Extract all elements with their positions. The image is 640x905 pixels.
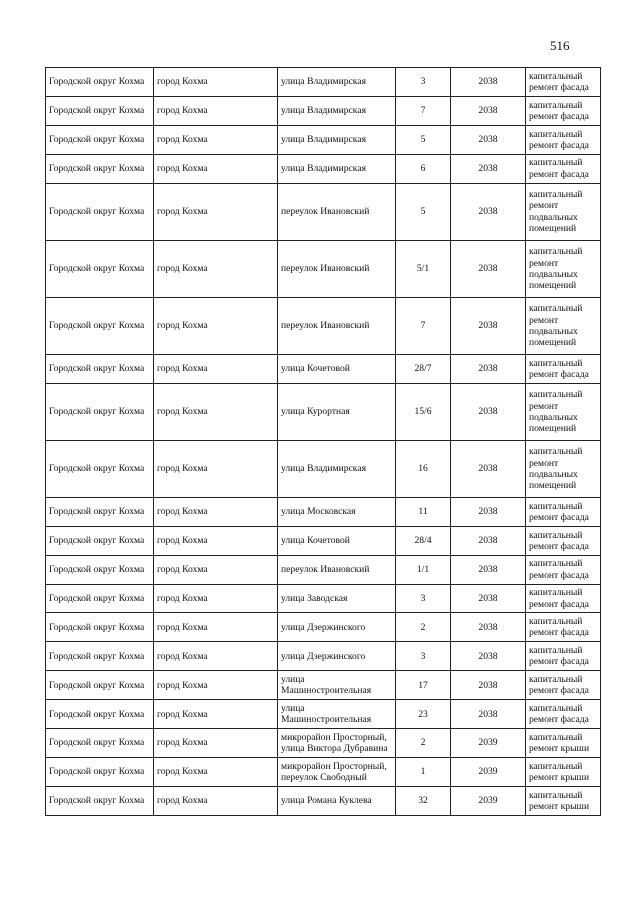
house-number-cell: [396, 240, 451, 297]
district-text: Городской округ Кохма: [49, 592, 145, 604]
street-text: переулок Ивановский: [281, 320, 370, 332]
year-cell: [451, 125, 526, 154]
district-cell: [46, 497, 154, 526]
city-text: город Кохма: [157, 76, 208, 88]
year-text: 2038: [478, 320, 498, 332]
house-number-cell: [396, 555, 451, 584]
city-text: город Кохма: [157, 363, 208, 375]
street-text: улица Владимирская: [281, 163, 366, 175]
house-number-cell: [396, 584, 451, 613]
work-type-cell: [526, 757, 601, 786]
city-cell: [154, 96, 278, 125]
city-cell: [154, 297, 278, 354]
table-row: [46, 613, 601, 642]
street-text: улица Кочетовой: [281, 535, 350, 547]
work-type-text: капитальный ремонт фасада: [529, 645, 589, 668]
house-number-cell: [396, 757, 451, 786]
year-cell: [451, 96, 526, 125]
street-text: улица Московская: [281, 506, 356, 518]
house-number-text: 3: [420, 76, 426, 88]
year-text: 2038: [478, 134, 498, 146]
street-text: переулок Ивановский: [281, 206, 370, 217]
district-text: Городской округ Кохма: [49, 679, 145, 691]
street-cell: [278, 96, 396, 125]
street-text: улица Владимирская: [281, 76, 366, 88]
repair-schedule-table: [45, 67, 601, 816]
year-text: 2038: [478, 406, 498, 418]
work-type-text: капитальный ремонт фасада: [529, 500, 589, 523]
district-cell: [46, 613, 154, 642]
street-cell: [278, 183, 396, 240]
table-row: [46, 786, 601, 815]
city-cell: [154, 154, 278, 183]
work-type-text: капитальный ремонт подвальных помещений: [529, 389, 583, 434]
district-text: Городской округ Кохма: [49, 76, 145, 88]
house-number-text: 17: [418, 679, 428, 691]
city-text: город Кохма: [157, 206, 208, 217]
year-cell: [451, 526, 526, 555]
city-cell: [154, 526, 278, 555]
year-text: 2038: [478, 463, 498, 475]
year-cell: [451, 154, 526, 183]
city-text: город Кохма: [157, 320, 208, 332]
house-number-text: 11: [418, 506, 428, 518]
district-cell: [46, 297, 154, 354]
district-text: Городской округ Кохма: [49, 564, 145, 576]
year-cell: [451, 354, 526, 383]
house-number-cell: [396, 183, 451, 240]
work-type-cell: [526, 584, 601, 613]
year-cell: [451, 497, 526, 526]
work-type-text: капитальный ремонт фасада: [529, 128, 589, 151]
street-cell: [278, 700, 396, 729]
district-text: Городской округ Кохма: [49, 650, 145, 662]
city-cell: [154, 383, 278, 440]
house-number-text: 32: [418, 795, 428, 807]
street-cell: [278, 297, 396, 354]
table-row: [46, 125, 601, 154]
house-number-cell: [396, 700, 451, 729]
city-cell: [154, 700, 278, 729]
work-type-cell: [526, 96, 601, 125]
district-text: Городской округ Кохма: [49, 134, 145, 146]
year-text: 2038: [478, 105, 498, 117]
city-text: город Кохма: [157, 621, 208, 633]
house-number-text: 28/4: [414, 535, 432, 547]
street-cell: [278, 125, 396, 154]
table-row: [46, 354, 601, 383]
city-text: город Кохма: [157, 708, 208, 720]
work-type-cell: [526, 613, 601, 642]
district-cell: [46, 96, 154, 125]
table-row: [46, 383, 601, 440]
table-row: [46, 96, 601, 125]
house-number-text: 7: [420, 320, 426, 332]
city-cell: [154, 440, 278, 497]
street-cell: [278, 729, 396, 758]
city-cell: [154, 642, 278, 671]
city-text: город Кохма: [157, 592, 208, 604]
year-cell: [451, 700, 526, 729]
work-type-cell: [526, 642, 601, 671]
district-text: Городской округ Кохма: [49, 737, 145, 749]
street-text: переулок Ивановский: [281, 564, 370, 576]
city-cell: [154, 729, 278, 758]
table-row: [46, 297, 601, 354]
house-number-text: 23: [418, 708, 428, 720]
city-cell: [154, 555, 278, 584]
work-type-text: капитальный ремонт крыши: [529, 731, 590, 754]
street-cell: [278, 68, 396, 97]
street-text: улица Заводская: [281, 592, 348, 604]
year-cell: [451, 297, 526, 354]
table-row: [46, 183, 601, 240]
street-text: микрорайон Просторный, переулок Свободный: [281, 760, 387, 783]
house-number-text: 2: [420, 737, 426, 749]
work-type-text: капитальный ремонт фасада: [529, 70, 589, 93]
district-cell: [46, 555, 154, 584]
work-type-text: капитальный ремонт фасада: [529, 99, 589, 122]
work-type-text: капитальный ремонт крыши: [529, 789, 590, 812]
table-row: [46, 68, 601, 97]
table-row: [46, 642, 601, 671]
district-cell: [46, 526, 154, 555]
street-cell: [278, 584, 396, 613]
street-cell: [278, 383, 396, 440]
house-number-text: 28/7: [414, 363, 432, 375]
house-number-cell: [396, 96, 451, 125]
year-cell: [451, 68, 526, 97]
street-cell: [278, 555, 396, 584]
year-cell: [451, 786, 526, 815]
work-type-cell: [526, 526, 601, 555]
house-number-cell: [396, 354, 451, 383]
house-number-cell: [396, 786, 451, 815]
year-text: 2038: [478, 206, 498, 217]
street-text: улица Владимирская: [281, 134, 366, 146]
work-type-text: капитальный ремонт фасада: [529, 157, 589, 180]
year-text: 2038: [478, 506, 498, 518]
street-cell: [278, 757, 396, 786]
city-text: город Кохма: [157, 134, 208, 146]
city-text: город Кохма: [157, 406, 208, 418]
street-cell: [278, 613, 396, 642]
work-type-cell: [526, 240, 601, 297]
district-cell: [46, 354, 154, 383]
work-type-text: капитальный ремонт фасада: [529, 587, 589, 610]
house-number-cell: [396, 642, 451, 671]
city-text: город Кохма: [157, 535, 208, 547]
work-type-text: капитальный ремонт фасада: [529, 616, 589, 639]
year-cell: [451, 440, 526, 497]
city-text: город Кохма: [157, 650, 208, 662]
house-number-cell: [396, 497, 451, 526]
table-row: [46, 154, 601, 183]
city-text: город Кохма: [157, 679, 208, 691]
work-type-text: капитальный ремонт фасада: [529, 558, 589, 581]
city-cell: [154, 786, 278, 815]
year-text: 2038: [478, 163, 498, 175]
house-number-text: 16: [418, 463, 428, 475]
house-number-cell: [396, 613, 451, 642]
work-type-text: капитальный ремонт фасада: [529, 674, 589, 697]
table-row: [46, 526, 601, 555]
district-text: Городской округ Кохма: [49, 506, 145, 518]
year-text: 2039: [478, 795, 498, 807]
year-text: 2038: [478, 363, 498, 375]
city-text: город Кохма: [157, 105, 208, 117]
table-row: [46, 440, 601, 497]
district-text: Городской округ Кохма: [49, 535, 145, 547]
year-text: 2038: [478, 535, 498, 547]
house-number-text: 5: [420, 206, 426, 217]
year-cell: [451, 584, 526, 613]
street-text: переулок Ивановский: [281, 263, 370, 275]
district-text: Городской округ Кохма: [49, 406, 145, 418]
table-body: [46, 68, 601, 816]
year-cell: [451, 729, 526, 758]
street-cell: [278, 240, 396, 297]
work-type-cell: [526, 786, 601, 815]
house-number-cell: [396, 297, 451, 354]
district-text: Городской округ Кохма: [49, 463, 145, 475]
city-cell: [154, 584, 278, 613]
city-text: город Кохма: [157, 564, 208, 576]
house-number-cell: [396, 68, 451, 97]
city-text: город Кохма: [157, 463, 208, 475]
street-cell: [278, 786, 396, 815]
house-number-text: 5: [420, 134, 426, 146]
table-row: [46, 555, 601, 584]
work-type-text: капитальный ремонт крыши: [529, 760, 590, 783]
city-text: город Кохма: [157, 795, 208, 807]
table-row: [46, 700, 601, 729]
house-number-text: 15/6: [414, 406, 432, 418]
street-text: микрорайон Просторный, улица Виктора Дубравина: [281, 731, 388, 754]
district-text: Городской округ Кохма: [49, 320, 145, 332]
house-number-cell: [396, 526, 451, 555]
work-type-cell: [526, 729, 601, 758]
work-type-cell: [526, 440, 601, 497]
work-type-cell: [526, 297, 601, 354]
work-type-text: капитальный ремонт фасада: [529, 529, 589, 552]
city-cell: [154, 125, 278, 154]
district-cell: [46, 671, 154, 700]
year-text: 2038: [478, 564, 498, 576]
year-cell: [451, 613, 526, 642]
house-number-cell: [396, 383, 451, 440]
work-type-cell: [526, 154, 601, 183]
street-text: улица Романа Куклева: [281, 795, 372, 807]
city-text: город Кохма: [157, 263, 208, 275]
year-text: 2038: [478, 263, 498, 275]
house-number-text: 5/1: [416, 263, 430, 275]
house-number-cell: [396, 729, 451, 758]
city-cell: [154, 68, 278, 97]
year-text: 2038: [478, 679, 498, 691]
street-cell: [278, 440, 396, 497]
year-cell: [451, 183, 526, 240]
district-text: Городской округ Кохма: [49, 766, 145, 778]
year-cell: [451, 671, 526, 700]
year-text: 2038: [478, 76, 498, 88]
city-cell: [154, 240, 278, 297]
work-type-cell: [526, 183, 601, 240]
table-row: [46, 671, 601, 700]
district-cell: [46, 383, 154, 440]
work-type-text: капитальный ремонт фасада: [529, 357, 589, 380]
work-type-text: капитальный ремонт подвальных помещений: [529, 189, 583, 234]
district-cell: [46, 584, 154, 613]
district-cell: [46, 700, 154, 729]
table-row: [46, 729, 601, 758]
district-text: Городской округ Кохма: [49, 163, 145, 175]
year-text: 2039: [478, 766, 498, 778]
district-text: Городской округ Кохма: [49, 363, 145, 375]
city-text: город Кохма: [157, 737, 208, 749]
table-row: [46, 757, 601, 786]
house-number-cell: [396, 440, 451, 497]
work-type-text: капитальный ремонт фасада: [529, 702, 589, 726]
district-cell: [46, 440, 154, 497]
street-cell: [278, 671, 396, 700]
table-row: [46, 497, 601, 526]
house-number-text: 3: [420, 592, 426, 604]
district-cell: [46, 642, 154, 671]
city-cell: [154, 497, 278, 526]
district-cell: [46, 757, 154, 786]
street-cell: [278, 354, 396, 383]
district-cell: [46, 125, 154, 154]
city-text: город Кохма: [157, 766, 208, 778]
house-number-text: 7: [420, 105, 426, 117]
house-number-text: 6: [420, 163, 426, 175]
house-number-cell: [396, 125, 451, 154]
district-text: Городской округ Кохма: [49, 263, 145, 275]
year-cell: [451, 757, 526, 786]
street-text: улица Машиностроительная: [281, 674, 372, 697]
work-type-text: капитальный ремонт подвальных помещений: [529, 446, 583, 492]
house-number-text: 2: [420, 621, 426, 633]
year-text: 2038: [478, 621, 498, 633]
district-cell: [46, 154, 154, 183]
work-type-cell: [526, 125, 601, 154]
district-text: Городской округ Кохма: [49, 708, 145, 720]
street-text: улица Владимирская: [281, 463, 366, 475]
work-type-text: капитальный ремонт подвальных помещений: [529, 303, 583, 348]
district-text: Городской округ Кохма: [49, 621, 145, 633]
house-number-cell: [396, 154, 451, 183]
year-text: 2038: [478, 592, 498, 604]
city-cell: [154, 183, 278, 240]
work-type-cell: [526, 354, 601, 383]
city-cell: [154, 757, 278, 786]
district-cell: [46, 729, 154, 758]
district-text: Городской округ Кохма: [49, 206, 145, 217]
house-number-text: 1: [420, 766, 426, 778]
table-row: [46, 584, 601, 613]
house-number-cell: [396, 671, 451, 700]
street-cell: [278, 497, 396, 526]
city-cell: [154, 613, 278, 642]
street-cell: [278, 526, 396, 555]
year-text: 2038: [478, 650, 498, 662]
work-type-text: капитальный ремонт подвальных помещений: [529, 246, 583, 291]
district-cell: [46, 68, 154, 97]
year-cell: [451, 240, 526, 297]
street-text: улица Машиностроительная: [281, 702, 372, 726]
street-text: улица Кочетовой: [281, 363, 350, 375]
district-text: Городской округ Кохма: [49, 105, 145, 117]
street-text: улица Дзержинского: [281, 650, 366, 662]
city-cell: [154, 354, 278, 383]
street-text: улица Дзержинского: [281, 621, 366, 633]
work-type-cell: [526, 671, 601, 700]
district-text: Городской округ Кохма: [49, 795, 145, 807]
street-text: улица Курортная: [281, 406, 350, 418]
street-cell: [278, 154, 396, 183]
district-cell: [46, 183, 154, 240]
city-text: город Кохма: [157, 506, 208, 518]
street-cell: [278, 642, 396, 671]
year-text: 2038: [478, 708, 498, 720]
work-type-cell: [526, 700, 601, 729]
house-number-text: 3: [420, 650, 426, 662]
page-number: 516: [550, 38, 570, 53]
district-cell: [46, 240, 154, 297]
district-cell: [46, 786, 154, 815]
work-type-cell: [526, 555, 601, 584]
year-cell: [451, 555, 526, 584]
year-cell: [451, 642, 526, 671]
city-cell: [154, 671, 278, 700]
table-row: [46, 240, 601, 297]
work-type-cell: [526, 497, 601, 526]
house-number-text: 1/1: [416, 564, 430, 576]
city-text: город Кохма: [157, 163, 208, 175]
work-type-cell: [526, 68, 601, 97]
year-text: 2039: [478, 737, 498, 749]
year-cell: [451, 383, 526, 440]
work-type-cell: [526, 383, 601, 440]
street-text: улица Владимирская: [281, 105, 366, 117]
